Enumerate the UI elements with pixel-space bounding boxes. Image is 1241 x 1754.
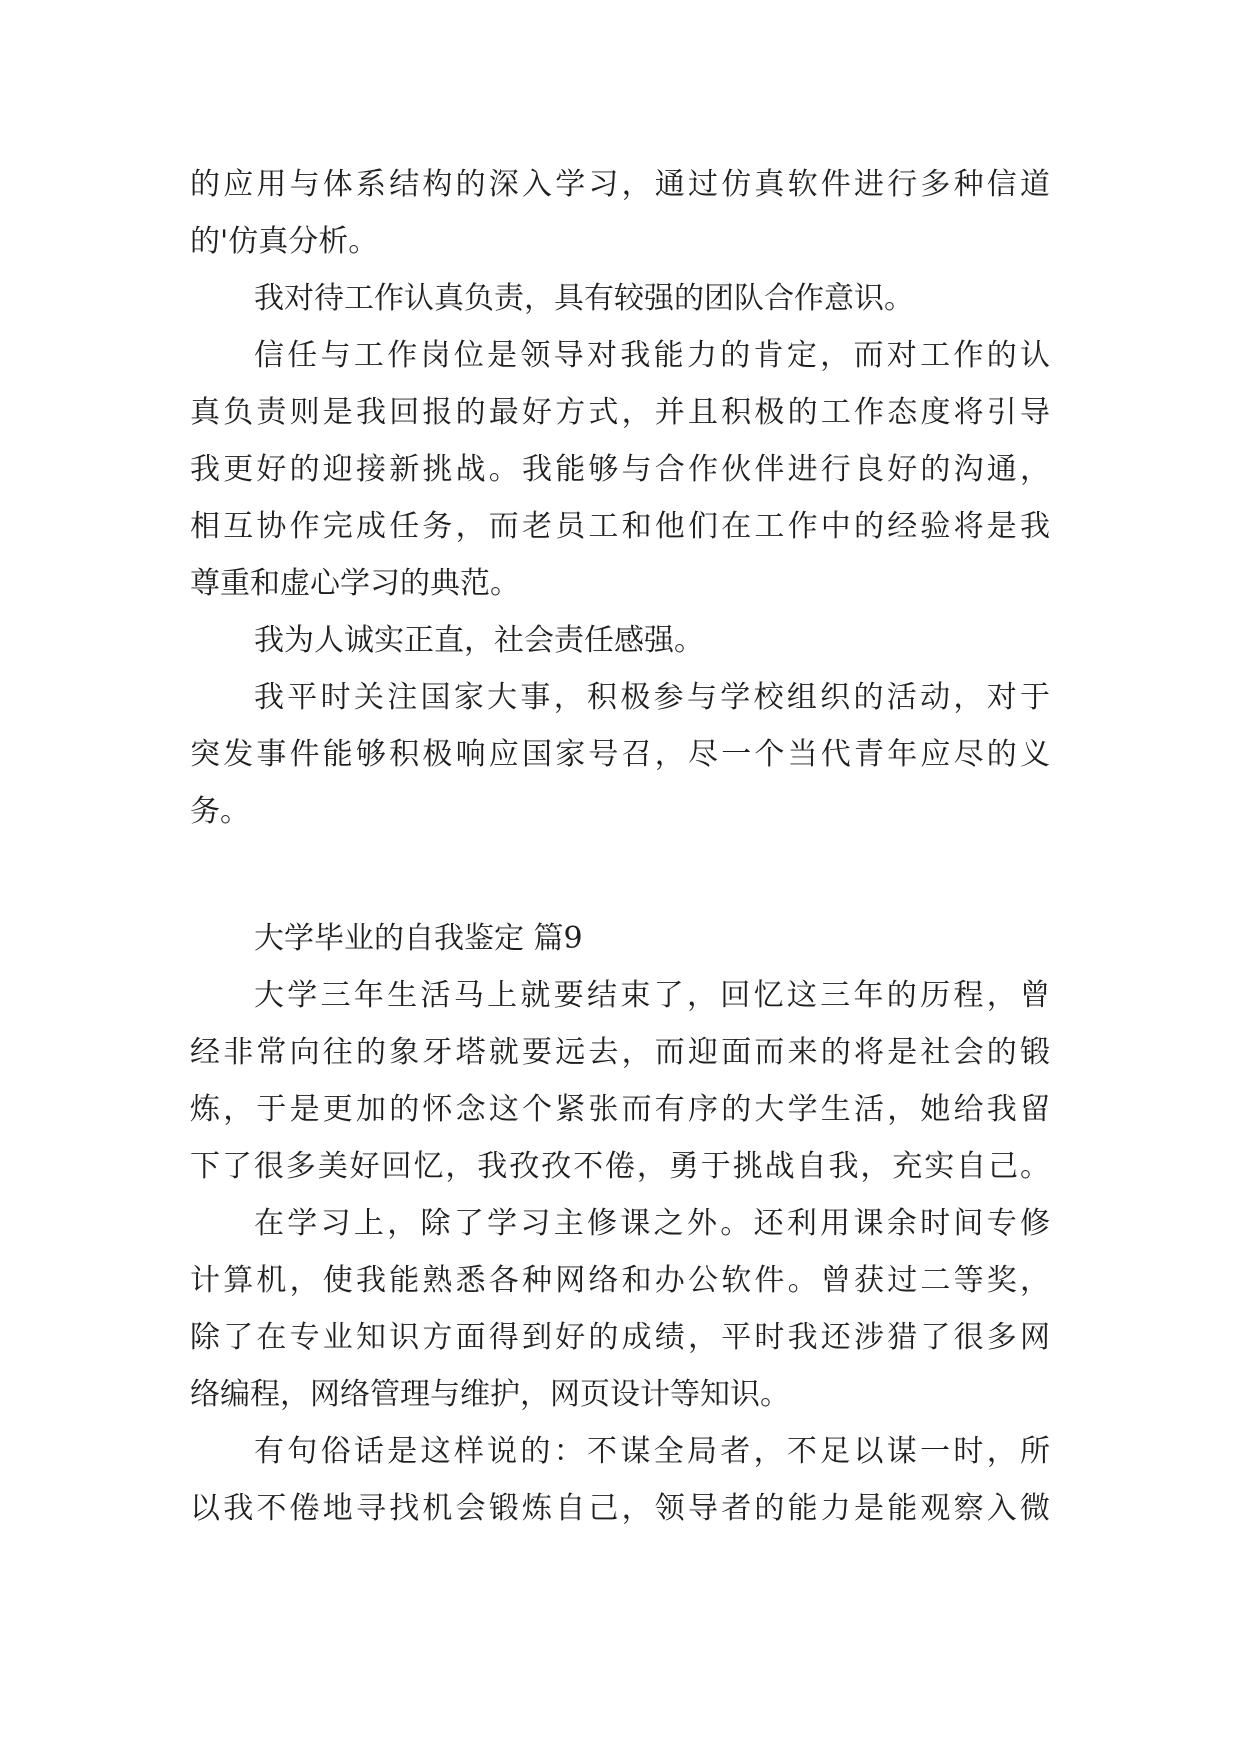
text-line: 炼，于是更加的怀念这个紧张而有序的大学生活，她给我留: [190, 1092, 1050, 1127]
paragraph-line: 在学习上，除了学习主修课之外。还利用课余时间专修: [254, 1206, 1050, 1241]
text-line: 相互协作完成任务，而老员工和他们在工作中的经验将是我: [190, 509, 1050, 544]
paragraph-line: 有句俗话是这样说的：不谋全局者，不足以谋一时，所: [254, 1434, 1050, 1469]
text-line: 尊重和虚心学习的典范。: [190, 566, 520, 601]
text-line: 经非常向往的象牙塔就要远去，而迎面而来的将是社会的锻: [190, 1035, 1050, 1070]
text-line: 务。: [190, 794, 250, 829]
text-line: 以我不倦地寻找机会锻炼自己，领导者的能力是能观察入微: [190, 1491, 1050, 1526]
text-line: 下了很多美好回忆，我孜孜不倦，勇于挑战自我，充实自己。: [190, 1149, 1050, 1184]
text-line: 突发事件能够积极响应国家号召，尽一个当代青年应尽的义: [190, 737, 1050, 772]
text-line: 络编程，网络管理与维护，网页设计等知识。: [190, 1377, 790, 1412]
paragraph-line: 信任与工作岗位是领导对我能力的肯定，而对工作的认: [254, 338, 1050, 373]
text-line: 我更好的迎接新挑战。我能够与合作伙伴进行良好的沟通，: [190, 452, 1050, 487]
text-line: 除了在专业知识方面得到好的成绩，平时我还涉猎了很多网: [190, 1320, 1050, 1355]
text-line: 的'仿真分析。: [190, 224, 379, 259]
text-line: 计算机，使我能熟悉各种网络和办公软件。曾获过二等奖，: [190, 1263, 1050, 1298]
text-line: 的应用与体系结构的深入学习，通过仿真软件进行多种信道: [190, 167, 1050, 202]
paragraph-line: 大学三年生活马上就要结束了，回忆这三年的历程，曾: [254, 978, 1050, 1013]
section-heading: 大学毕业的自我鉴定 篇9: [254, 921, 583, 956]
text-line: 真负责则是我回报的最好方式，并且积极的工作态度将引导: [190, 395, 1050, 430]
paragraph-line: 我对待工作认真负责，具有较强的团队合作意识。: [254, 281, 914, 316]
paragraph-line: 我平时关注国家大事，积极参与学校组织的活动，对于: [254, 680, 1050, 715]
paragraph-line: 我为人诚实正直，社会责任感强。: [254, 623, 704, 658]
